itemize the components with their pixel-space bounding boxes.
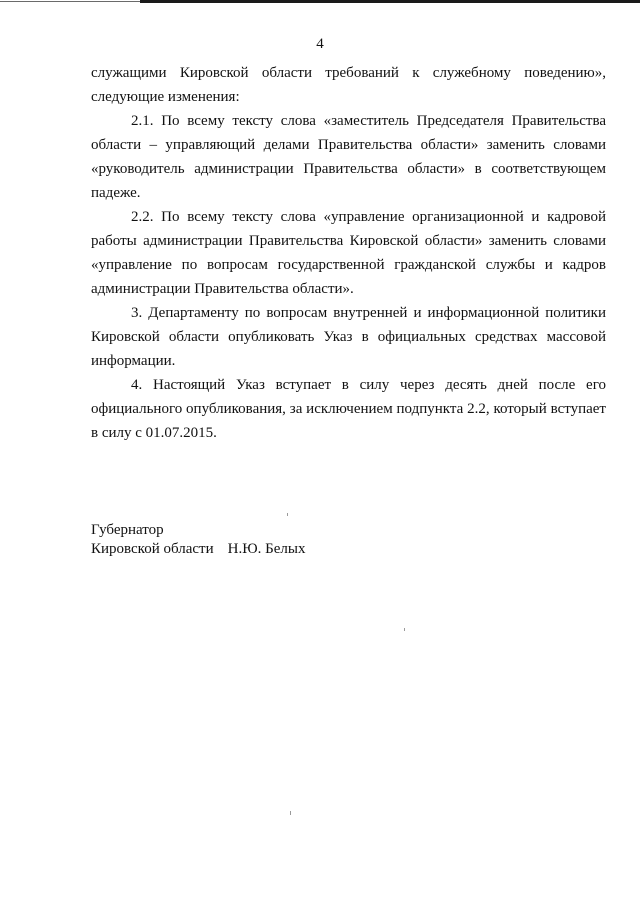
scan-speck <box>290 811 291 815</box>
paragraph-4: 4. Настоящий Указ вступает в силу через десять дней после его официального опубликования, за исключением подпункта 2.2, который вступает в силу с 01.07.2015. <box>91 377 606 441</box>
signer-name: Н.Ю. Белых <box>227 541 306 557</box>
signer-position: Губернатор <box>91 522 164 538</box>
scan-edge-left <box>0 1 140 2</box>
page-number: 4 <box>316 36 324 52</box>
scan-speck <box>404 628 405 631</box>
signer-region: Кировской области <box>91 541 214 557</box>
signature-block <box>91 521 305 559</box>
paragraph-3: 3. Департаменту по вопросам внутренней и информационной политики Кировской области опубликовать Указ в официальных средствах массовой информации. <box>91 305 606 369</box>
signer-line <box>91 540 305 559</box>
scan-edge <box>140 0 640 3</box>
paragraph-2-2: 2.2. По всему тексту слова «управление организационной и кадровой работы администрации Правительства Кировской области» заменить словами «управление по вопросам государственной гражданской службы и кадров администрации Правительства области». <box>91 209 606 297</box>
paragraph-2-1: 2.1. По всему тексту слова «заместитель Председателя Правительства области – управляющий делами Правительства области» заменить словами «руководитель администрации Правительства области» в соответствующем падеже. <box>91 113 606 201</box>
document-body <box>91 61 606 445</box>
paragraph-continuation: служащими Кировской области требований к служебному поведению», следующие изменения: <box>91 65 606 105</box>
scan-speck <box>287 513 288 516</box>
